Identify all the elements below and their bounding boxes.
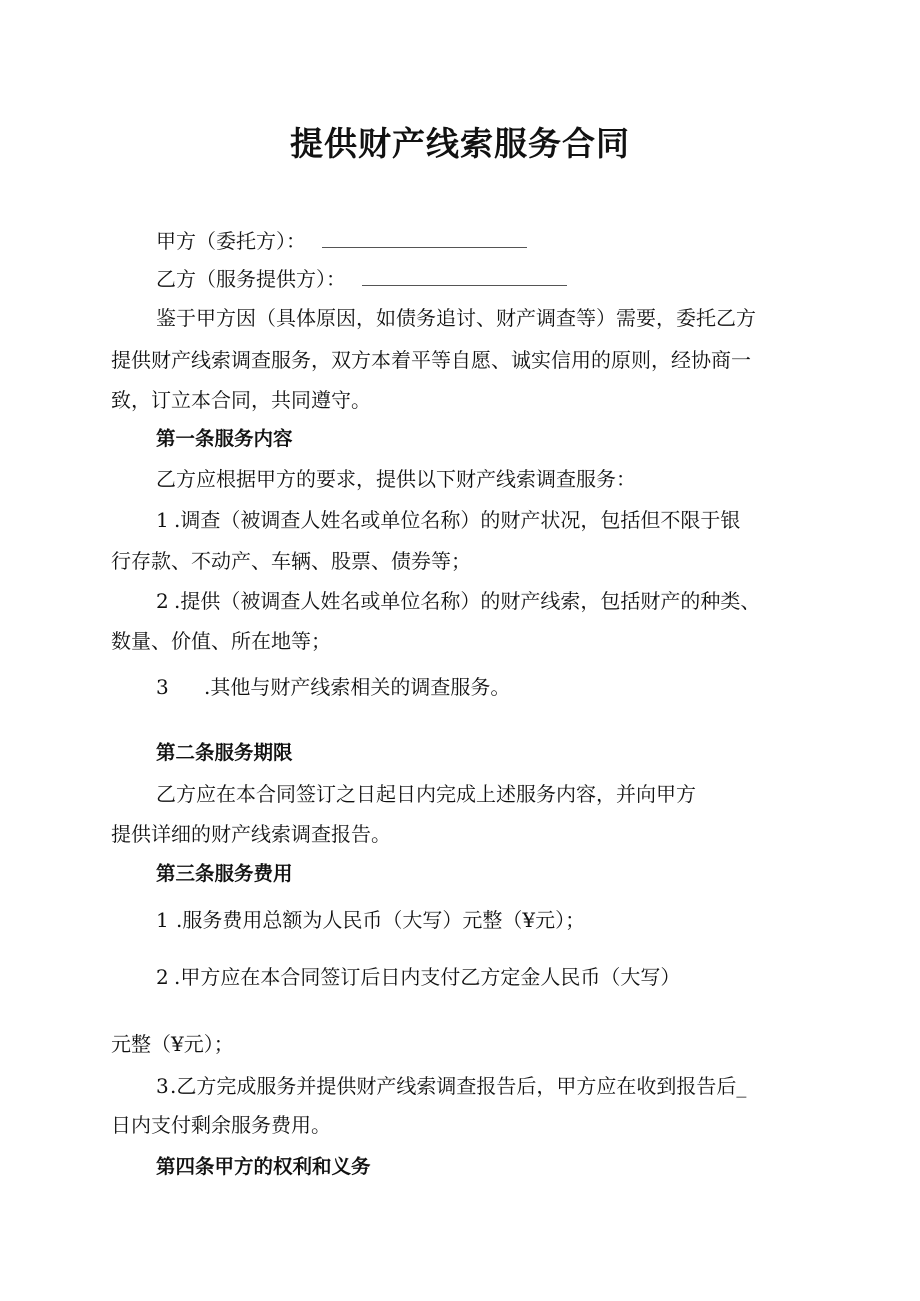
- article-1-item-3: [156, 672, 510, 702]
- article-1-heading: 第一条服务内容: [156, 427, 293, 450]
- item-text: .服务费用总额为人民币（大写）元整（¥元）；: [176, 908, 586, 932]
- item-number: 1: [156, 908, 169, 932]
- article-4-heading: 第四条甲方的权利和义务: [156, 1155, 371, 1178]
- party-a-line: [156, 225, 527, 256]
- item-text: .乙方完成服务并提供财产线索调查报告后，甲方应在收到报告后_: [170, 1074, 747, 1098]
- item-number: 3: [156, 675, 169, 699]
- article-1-item-2: [156, 586, 760, 616]
- article-3-item-3-cont: 日内支付剩余服务费用。: [111, 1113, 331, 1137]
- party-b-label: 乙方（服务提供方）：: [156, 267, 346, 291]
- item-text: .其他与财产线索相关的调查服务。: [204, 675, 511, 699]
- party-b-blank: [362, 263, 567, 286]
- item-number: 2: [156, 589, 169, 613]
- article-1-intro: 乙方应根据甲方的要求，提供以下财产线索调查服务：: [156, 467, 636, 491]
- preamble-line-2: 提供财产线索调查服务，双方本着平等自愿、诚实信用的原则，经协商一: [111, 348, 751, 372]
- article-3-item-2: [156, 962, 680, 992]
- item-text: .调查（被调查人姓名或单位名称）的财产状况，包括但不限于银: [174, 508, 741, 532]
- article-3-item-1: [156, 905, 585, 935]
- article-3-item-2-cont: 元整（¥元）；: [111, 1032, 234, 1056]
- article-2-line-2: 提供详细的财产线索调查报告。: [111, 822, 391, 846]
- preamble-line-3: 致，订立本合同，共同遵守。: [111, 388, 371, 412]
- party-a-blank: [322, 225, 527, 248]
- item-number: 2: [156, 965, 169, 989]
- article-1-item-1: [156, 505, 740, 535]
- article-1-item-2-cont: 数量、价值、所在地等；: [111, 629, 331, 653]
- document-title: 提供财产线索服务合同: [290, 124, 630, 163]
- item-text: .提供（被调查人姓名或单位名称）的财产线索，包括财产的种类、: [174, 589, 761, 613]
- party-b-line: [156, 263, 567, 294]
- article-2-line-1: 乙方应在本合同签订之日起日内完成上述服务内容，并向甲方: [156, 782, 696, 806]
- article-3-item-3: [156, 1071, 746, 1101]
- article-3-heading: 第三条服务费用: [156, 862, 293, 885]
- item-number: 3: [156, 1074, 169, 1098]
- preamble-line-1: 鉴于甲方因（具体原因，如债务追讨、财产调查等）需要，委托乙方: [156, 306, 756, 330]
- article-1-item-1-cont: 行存款、不动产、车辆、股票、债券等；: [111, 549, 471, 573]
- article-2-heading: 第二条服务期限: [156, 741, 293, 764]
- item-number: 1: [156, 508, 169, 532]
- party-a-label: 甲方（委托方）：: [156, 229, 306, 253]
- item-text: .甲方应在本合同签订后日内支付乙方定金人民币（大写）: [174, 965, 681, 989]
